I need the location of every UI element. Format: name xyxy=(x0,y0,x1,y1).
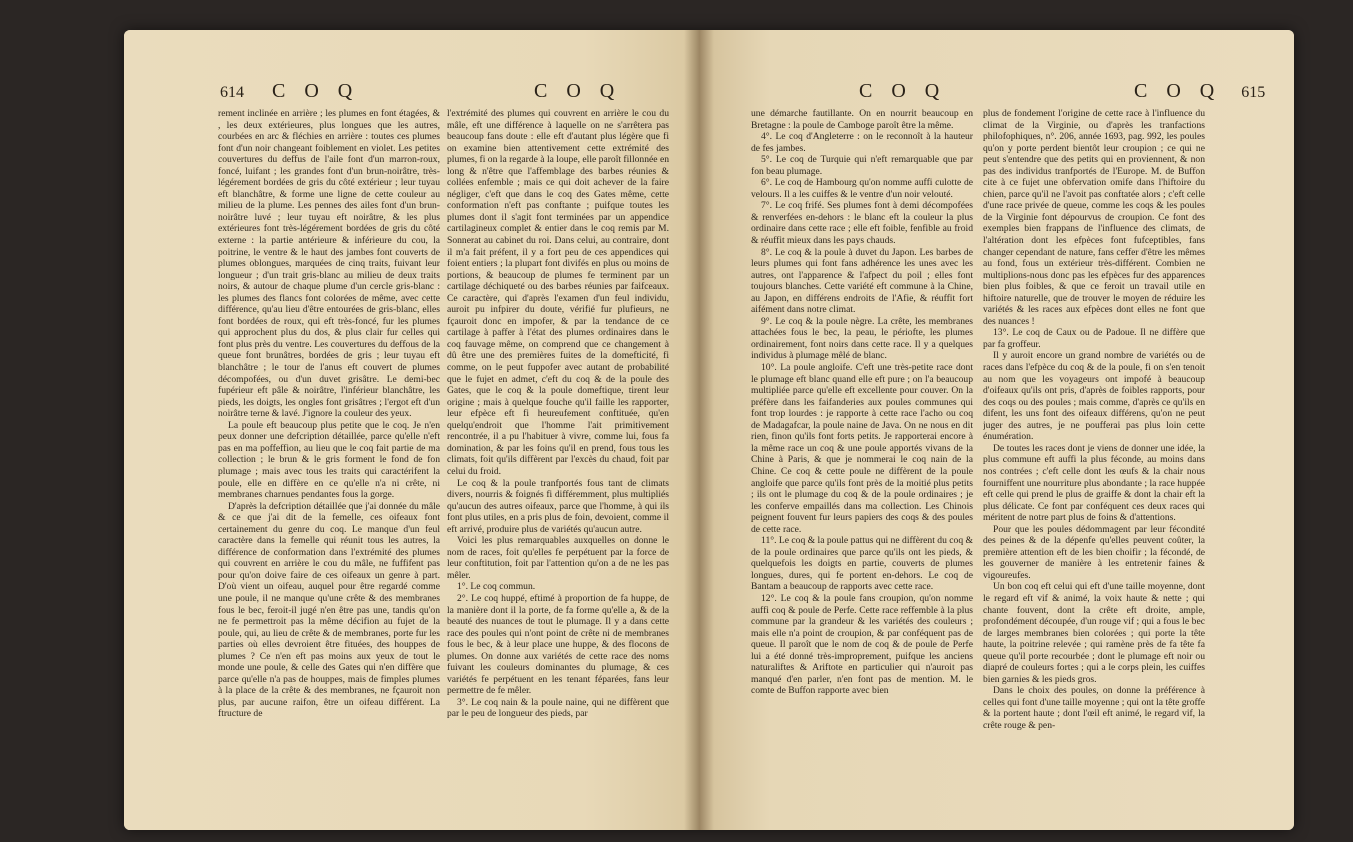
paragraph: 10°. La poule angloife. C'eft une très-petite race dont le plumage eft blanc quand elle eft pure ; on l'a beaucoup multipliée parce qu'elle eft excellente pour couver. On la préfère dans les faifanderies aux poules communes qui font trop lourdes : je rapporte à cette race l'acho ou coq de Madagafcar, la poule naine de Java. On ne nous en dit rien, finon qu'ils font forts petits. Je rapporterai encore à la même race un coq & une poule apportés vivans de la Chine à Paris, & que je nommerai le coq nain de la Chine. Ce coq & cette poule ne diffèrent de la poule angloife que parce qu'ils font près de la moitié plus petits ; ils ont le plumage du coq & de la poule ordinaires ; je les conferve empaillés dans ma collection. Les Chinois peignent fouvent fur leurs papiers des coqs & des poules de cette race. xyxy=(751,362,973,535)
running-title-right-2: C O Q xyxy=(1134,80,1222,102)
paragraph: Pour que les poules dédommagent par leur fécondité des peines & de la dépenfe qu'elles peuvent coûter, la première attention eft de les bien choifir ; la fécondé, de les gouverner de manière à les entretenir faines & vigoureufes. xyxy=(983,523,1205,581)
paragraph: 8°. Le coq & la poule à duvet du Japon. Les barbes de leurs plumes qui font fans adhérence les unes avec les autres, ont l'apparence & l'afpect du poil ; elles font toujours blanches. Cette variété eft commune à la Chine, au Japon, en différens endroits de l'Afie, & réuffit fort aifément dans notre climat. xyxy=(751,246,973,316)
paragraph: 12°. Le coq & la poule fans croupion, qu'on nomme auffi coq & poule de Perfe. Cette race reffemble à la plus commune par la grandeur & les variétés des couleurs ; mais elle n'a point de croupion, & par conféquent pas de queue. Il paroît que le nom de coq & de poule de Perfe lui a été donné très-improprement, puifque les anciens naturaliftes & Ariftote en particulier qui n'auroit pas manqué d'en parler, n'en font pas de mention. M. le comte de Buffon rapporte avec bien xyxy=(751,592,973,697)
paragraph: Voici les plus remarquables auxquelles on donne le nom de races, foit qu'elles fe perpétuent par la force de leur conftitution, foit par l'attention qu'on a de ne les pas mêler. xyxy=(447,535,669,581)
right-page-header xyxy=(859,80,946,103)
right-page xyxy=(699,30,1294,830)
paragraph: rement inclinée en arrière ; les plumes en font étagées, & , les deux extérieures, plus longues que les autres, courbées en arc & fléchies en arrière : toutes ces plumes font d'un noir changeant foiblement en violet. Les petites couvertures du deffus de l'aile font d'un marron-roux, foncé, luifant ; les grandes font d'un brun-noirâtre, très-légérement bordées de gris du côté extérieur ; leur tuyau eft blanchâtre, & forme une ligne de cette couleur au milieu de la plume. Les pennes des ailes font d'un brun-noirâtre luvé ; leur tuyau eft noirâtre, & les plus extérieures font très-légérement bordées de gris du côté externe : la partie antérieure & inférieure du cou, la poitrine, le ventre & le haut des jambes font couverts de plumes oblongues, marquées de cinq traits, fuivant leur longueur ; d'un trait gris-blanc au milieu de deux traits noirs, & autour de chaque plume d'un cercle gris-blanc : les plumes des flancs font colorées de même, avec cette différence, qu'au lieu d'être entourées de gris-blanc, elles font bordées de roux, qui eft très-foncé, fur les plumes qui approchent plus du dos, & plus clair fur celles qui font plus près du ventre. Les couvertures du deffous de la queue font brunâtres, bordées de gris ; leur tuyau eft blanchâtre ; le tour de l'anus eft couvert de plumes décompofées, ou d'un duvet grisâtre. Le demi-bec fupérieur eft pâle & noirâtre, l'inférieur blanchâtre, les pieds, les doigts, les ongles font grisâtres ; l'ergot eft d'un noirâtre terne & lavé. J'ignore la couleur des yeux. xyxy=(218,108,440,420)
page-number-right: 615 xyxy=(1241,84,1266,101)
page-number-left: 614 xyxy=(220,84,244,101)
left-page xyxy=(124,30,699,830)
paragraph: une démarche fautillante. On en nourrit beaucoup en Bretagne : la poule de Camboge paroît être la même. xyxy=(751,108,973,131)
left-column-1 xyxy=(218,108,440,808)
book-gutter xyxy=(684,30,714,830)
paragraph: 5°. Le coq de Turquie qui n'eft remarquable que par fon beau plumage. xyxy=(751,154,973,177)
paragraph: 3°. Le coq nain & la poule naine, qui ne diffèrent que par le peu de longueur des pieds, par xyxy=(447,696,669,720)
running-title-left-2: C O Q xyxy=(534,80,622,102)
paragraph: Il y auroit encore un grand nombre de variétés ou de races dans l'efpèce du coq & de la poule, fi on s'en tenoit au nom que les voyageurs ont impofé à beaucoup d'oifeaux qu'ils ont pris, d'après de foibles rapports, pour des coqs ou des poules ; mais comme, d'après ce qu'ils en difent, les uns font des oifeaux différens, qu'on ne peut juger des autres, je ne poufferai pas plus loin cette énumération. xyxy=(983,350,1205,443)
running-title-right-1: C O Q xyxy=(859,80,947,102)
paragraph: La poule eft beaucoup plus petite que le coq. Je n'en peux donner une defcription détaillée, parce qu'elle n'eft pas en ma poffeffion, au lieu que le coq fait partie de ma collection ; le brun & le gris forment le fond de fon plumage ; mais avec tous les traits qui caractérifent la poule, elle en diffère en ce qu'elle n'a ni crête, ni membranes charnues pendantes fous la gorge. xyxy=(218,419,440,501)
right-column-2 xyxy=(983,108,1205,808)
left-page-header xyxy=(220,80,359,103)
paragraph: Dans le choix des poules, on donne la préférence à celles qui font d'une taille moyenne ; qui ont la tête groffe & la portent haute ; dont l'œil eft animé, le regard vif, la crête rouge & pen- xyxy=(983,685,1205,731)
paragraph: De toutes les races dont je viens de donner une idée, la plus commune eft auffi la plus féconde, au moins dans nos contrées ; c'eft celle dont les œufs & la chair nous fourniffent une nourriture plus abondante ; la race huppée eft celle qui prend le plus de graiffe & dont la chair eft la plus délicate. Ce font par conféquent ces deux races qui méritent de notre part plus de foins & d'attentions. xyxy=(983,442,1205,524)
paragraph: 6°. Le coq de Hambourg qu'on nomme auffi culotte de velours. Il a les cuiffes & le ventre d'un noir velouté. xyxy=(751,177,973,200)
paragraph: Le coq & la poule tranfportés fous tant de climats divers, nourris & foignés fi différemment, plus multipliés qu'aucun des autres oifeaux, parce que l'homme, à qui ils font plus utiles, en a pris plus de foin, devoient, comme il eft arrivé, produire plus de variétés qu'aucun autre. xyxy=(447,477,669,535)
running-title-left-1: C O Q xyxy=(272,80,360,102)
paragraph: D'après la defcription détaillée que j'ai donnée du mâle & ce que j'ai dit de la femelle, ces oifeaux font certainement du genre du coq. Le manque d'un feul caractère dans la femelle qui réunit tous les autres, la différence de conformation dans l'extrémité des plumes qui couvrent en arrière le cou du mâle, ne fuffifent pas pour qu'on doive faire de ces oifeaux un genre à part. D'où vient un oifeau, auquel pour être regardé comme une poule, il ne manque qu'une crête & des membranes fous le bec, feroit-il jugé n'en être pas une, tandis qu'on ne fe permettroit pas la même décifion au fujet de la poule, qui, au lieu de crête & de membranes, porte fur les parties où elles devroient être fituées, des houppes de plumes ? Ce n'en eft pas moins aux yeux de tout le monde une poule, & celle des Gates qui n'en diffère que parce qu'elle n'a pas de houppes, mais de fimples plumes à la place de la crête & des membranes, ne fçauroit non plus, par aucune raifon, être un oifeau différent. La ftructure de xyxy=(218,500,440,720)
paragraph: 13°. Le coq de Caux ou de Padoue. Il ne diffère que par fa groffeur. xyxy=(983,327,1205,350)
left-page-header-2 xyxy=(534,80,621,103)
paragraph: 11°. Le coq & la poule pattus qui ne diffèrent du coq & de la poule ordinaires que parce qu'ils ont les pieds, & quelquefois les doigts en partie, couverts de plumes longues, dures, qui fe portent en-dehors. Le coq de Bantam a beaucoup de rapports avec cette race. xyxy=(751,535,973,593)
paragraph: 7°. Le coq frifé. Ses plumes font à demi décompofées & renverfées en-dehors : le blanc eft la couleur la plus ordinaire dans cette race ; elle eft foible, fenfible au froid & réuffit mieux dans les pays chauds. xyxy=(751,200,973,247)
paragraph: Un bon coq eft celui qui eft d'une taille moyenne, dont le regard eft vif & animé, la voix haute & nette ; qui chante fouvent, dont la crête eft droite, ample, profondément découpée, d'un rouge vif ; qui a fous le bec de larges membranes bien colorées ; qui porte la tête haute, la poitrine relevée ; qui ramène près de fa tête fa queue qu'il porte recourbée ; dont le plumage eft noir ou diapré de couleurs fortes ; qui a le corps plein, les cuiffes bien garnies & les pieds gros. xyxy=(983,581,1205,685)
paragraph: plus de fondement l'origine de cette race à l'influence du climat de la Virginie, ou d'après les tranfactions philofophiques, n°. 206, année 1693, pag. 992, les poules qu'on y porte perdent bientôt leur croupion ; ce qui ne peut s'entendre que des petits qui en proviennent, & non pas des individus tranfportés de l'Europe. M. de Buffon cite à ce fujet une obfervation omife dans l'hiftoire du chien, parce qu'il ne l'avoit pas conftatée alors ; c'eft celle d'une race privée de queue, comme les coqs & les poules de la Virginie font dépourvus de croupion. Ce font des exemples bien frappans de l'influence des climats, de l'altération dont les efpèces font fufceptibles, fans changer cependant de nature, fans ceffer d'être les mêmes au fond, fous un extérieur très-différent. Combien ne multiplions-nous donc pas les efpèces fur des apparences bien plus foibles, & que ce feroit un travail utile en hiftoire naturelle, que de trouver le moyen de réduire les variétés & les races aux efpèces dont elles ne font que des nuances ! xyxy=(983,108,1205,327)
paragraph: l'extrémité des plumes qui couvrent en arrière le cou du mâle, eft une différence à laquelle on ne s'arrêtera pas beaucoup fans doute : elle eft d'autant plus légère que fi on examine bien attentivement cette extrémité des plumes, fi on la regarde à la loupe, elle paroît fillonnée en long & n'être que l'affemblage des barbes réunies & collées enfemble ; mais ce qui doit achever de la faire négliger, c'eft que dans le coq des Gates même, cette conformation n'eft pas conftante ; puifque toutes les plumes dont il s'agit font terminées par un appendice cartilagineux complet & entier dans le coq remis par M. Sonnerat au cabinet du roi. Dans celui, au contraire, dont il m'a fait préfent, il y a fort peu de ces appendices qui foient entiers ; la plupart font divifés en plus ou moins de portions, & beaucoup de plumes fe terminent par un cartilage déchiqueté ou des barbes réunies par faifceaux. Ce caractère, qui d'après l'examen d'un feul individu, auroit pu infpirer du doute, vérifié fur plufieurs, ne fçauroit donc en impofer, & par la tendance de ce cartilage à paffer à l'état des plumes ordinaires dans le coq fauvage même, on comprend que ce changement à dû être une des premières fuites de la domefticité, fi comme, on le peut fuppofer avec autant de probabilité que le fujet en admet, c'eft du coq & de la poule des Gates, que le coq & la poule domeftique, tirent leur origine ; mais à quelque fouche qu'il faille les rapporter, leur efpèce eft fi heureufement conftituée, qu'en quelqu'endroit que l'homme l'ait primitivement rencontrée, il a pu l'habituer à vivre, comme lui, fous fa domination, & par les foins qu'il en prend, fous tous les climats, foit qu'ils diffèrent par l'excès du chaud, foit par celui du froid. xyxy=(447,108,669,477)
right-column-1 xyxy=(751,108,973,808)
paragraph: 4°. Le coq d'Angleterre : on le reconnoît à la hauteur de fes jambes. xyxy=(751,131,973,154)
paragraph: 9°. Le coq & la poule nègre. La crête, les membranes attachées fous le bec, la peau, le périofte, les plumes ordinairement, font noirs dans cette race. Il y a quelques individus à plumage mêlé de blanc. xyxy=(751,315,973,362)
paragraph: 1°. Le coq commun. xyxy=(457,581,536,593)
left-column-2 xyxy=(447,108,669,808)
book-spread xyxy=(124,30,1294,830)
paragraph: 2°. Le coq huppé, eftimé à proportion de fa huppe, de la manière dont il la porte, de fa forme qu'elle a, & de la beauté des nuances de tout le plumage. Il y a dans cette race des poules qui n'ont point de crête ni de membranes fous le bec, & à leur place une huppe, & des flocons de plumes. On donne aux variétés de cette race des noms fuivant les couleurs dominantes du plumage, & ces variétés fe perpétuent en les tenant féparées, fans leur permettre de fe mêler. xyxy=(447,592,669,697)
right-page-header-2 xyxy=(1134,80,1265,103)
